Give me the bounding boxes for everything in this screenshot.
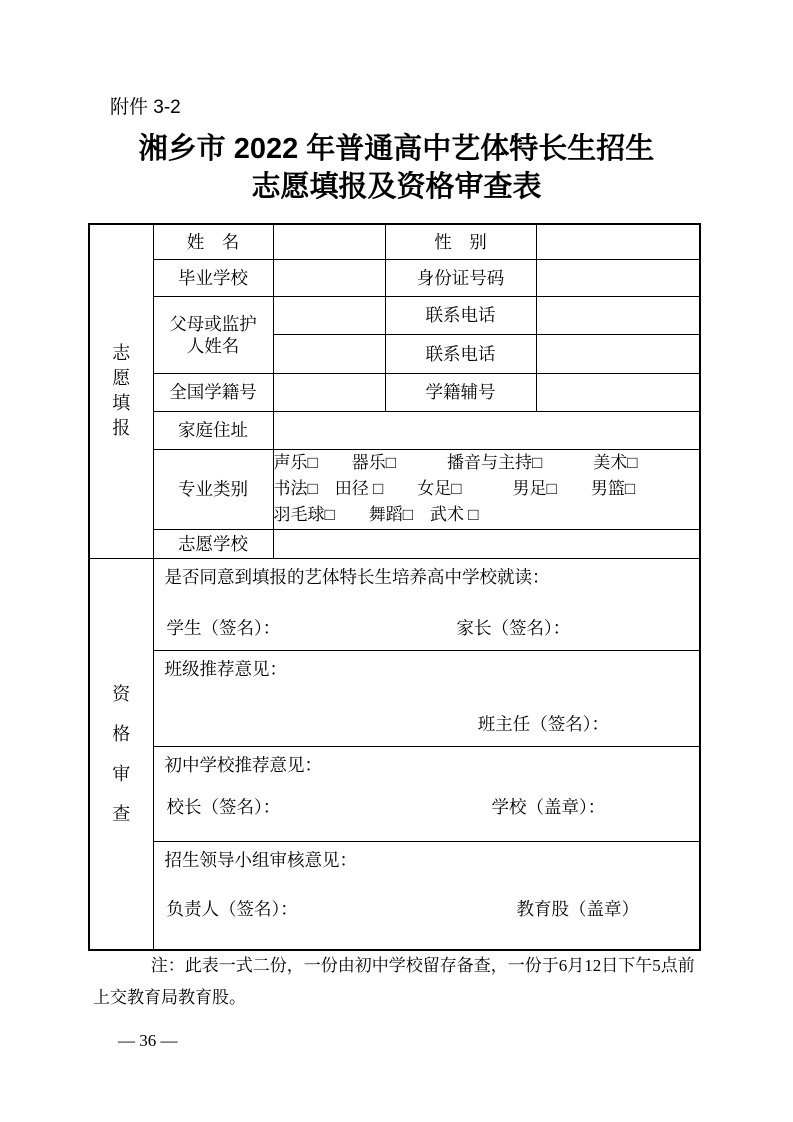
principal-sign-label: 校长（签名）： [166, 796, 281, 817]
name-value-cell [273, 224, 385, 259]
home-address-label: 家庭住址 [153, 411, 273, 449]
specialty-label: 专业类别 [153, 449, 273, 529]
guardian-name-label [153, 296, 273, 373]
row-student-ids [89, 373, 700, 411]
attachment-label: 附件 3-2 [110, 97, 181, 118]
row-school-id [89, 259, 700, 296]
row-guardian-phone1 [89, 296, 700, 334]
guardian-label-line2: 人姓名 [186, 335, 240, 356]
row-committee-opinion [89, 841, 700, 950]
responsible-sign-label: 负责人（签名）： [166, 898, 298, 919]
name-label: 姓 名 [153, 224, 273, 259]
gender-label: 性 别 [385, 224, 536, 259]
national-student-id-value-cell [273, 373, 385, 411]
national-student-id-label: 全国学籍号 [153, 373, 273, 411]
row-wish-school [89, 529, 700, 558]
specialty-options-line1: 声乐□ 器乐□ 播音与主持□ 美术□ [273, 453, 638, 472]
graduate-school-label: 毕业学校 [153, 259, 273, 296]
class-opinion-cell [153, 650, 700, 746]
wish-school-label: 志愿学校 [153, 529, 273, 558]
middle-school-opinion-label: 初中学校推荐意见： [164, 754, 322, 775]
title-line-1: 湘乡市 2022 年普通高中艺体特长生招生 [138, 133, 655, 165]
title-line-2: 志愿填报及资格审查表 [251, 171, 542, 203]
row-name-gender [89, 224, 700, 259]
id-number-value-cell [536, 259, 700, 296]
page-number: — 36 — [118, 1031, 178, 1050]
guardian-label-line1: 父母或监护 [169, 313, 257, 334]
guardian-name-value-cell-2 [273, 334, 385, 373]
specialty-options-cell [273, 449, 700, 529]
id-number-label: 身份证号码 [385, 259, 536, 296]
footnote: 注：此表一式二份，一份由初中学校留存备查，一份于6月12日下午5点前上交教育局教育股。 [93, 956, 695, 1007]
graduate-school-value-cell [273, 259, 385, 296]
aux-student-id-label: 学籍辅号 [385, 373, 536, 411]
guardian-name-value-cell-1 [273, 296, 385, 334]
middle-school-opinion-cell [153, 746, 700, 841]
wish-school-value-cell [273, 529, 700, 558]
phone2-label: 联系电话 [385, 334, 536, 373]
row-middle-school-opinion [89, 746, 700, 841]
education-office-seal-label: 教育股（盖章） [516, 898, 639, 919]
phone2-value-cell [536, 334, 700, 373]
school-seal-label: 学校（盖章）： [491, 796, 606, 817]
committee-opinion-label: 招生领导小组审核意见： [164, 849, 357, 870]
section-label-wish-filing [89, 224, 153, 558]
head-teacher-sign-label: 班主任（签名）： [477, 713, 609, 734]
aux-student-id-value-cell [536, 373, 700, 411]
class-opinion-label: 班级推荐意见： [164, 658, 287, 679]
row-consent [89, 558, 700, 650]
specialty-options-line2: 书法□ 田径 □ 女足□ 男足□ 男篮□ [273, 479, 636, 498]
wish-section-vertical-label: 志愿填报 [112, 343, 131, 439]
phone1-label: 联系电话 [385, 296, 536, 334]
specialty-options-line3: 羽毛球□ 舞蹈□ 武术 □ [273, 505, 479, 524]
consent-cell [153, 558, 700, 650]
consent-text: 是否同意到填报的艺体特长生培养高中学校就读： [164, 566, 550, 587]
row-class-opinion [89, 650, 700, 746]
gender-value-cell [536, 224, 700, 259]
review-section-vertical-label: 资格审查 [112, 683, 131, 824]
section-label-qualification-review [89, 558, 153, 950]
row-home-address [89, 411, 700, 449]
phone1-value-cell [536, 296, 700, 334]
committee-opinion-cell [153, 841, 700, 950]
document-title [0, 130, 793, 206]
student-sign-label: 学生（签名）： [166, 617, 281, 638]
parent-sign-label: 家长（签名）： [456, 617, 571, 638]
home-address-value-cell [273, 411, 700, 449]
row-specialty [89, 449, 700, 529]
application-form-table [88, 223, 701, 951]
